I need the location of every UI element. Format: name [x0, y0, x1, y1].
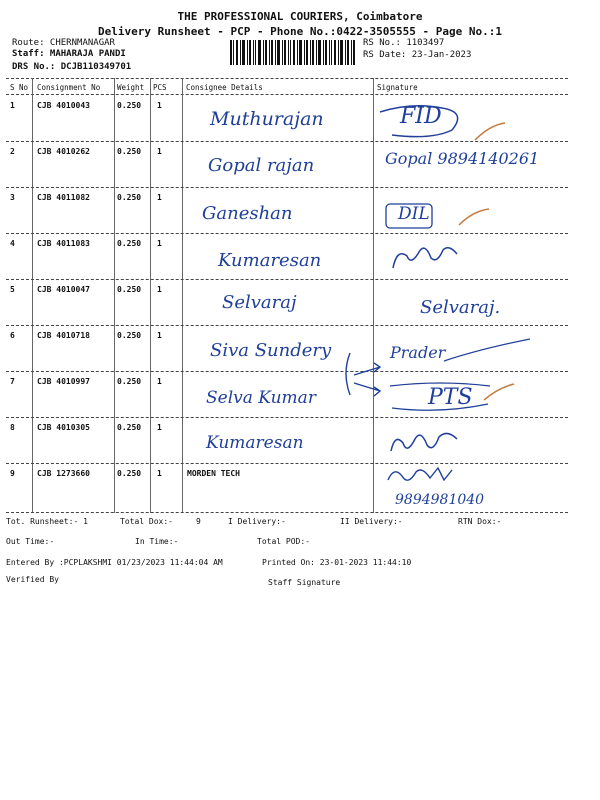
table-bottom-rule: [6, 512, 568, 513]
row-weight: 0.250: [117, 331, 142, 340]
row-sno: 9: [10, 469, 15, 478]
tick-mark: [455, 205, 495, 230]
rs-no-label: RS No.: 1103497: [363, 38, 445, 48]
row-weight: 0.250: [117, 101, 142, 110]
row-consignment-no: CJB 4010997: [37, 377, 90, 386]
row-pcs: 1: [157, 285, 162, 294]
drs-label: DRS No.: DCJB110349701: [12, 62, 132, 72]
row-pcs: 1: [157, 469, 162, 478]
signature-text: DIL: [398, 204, 430, 224]
row-pcs: 1: [157, 331, 162, 340]
row-pcs: 1: [157, 101, 162, 110]
handwritten-consignee: Gopal rajan: [208, 155, 315, 176]
row-divider: [6, 141, 568, 142]
signature-stroke: [380, 200, 440, 232]
row-consignment-no: CJB 4010043: [37, 101, 90, 110]
col-header-consignee: Consignee Details: [186, 83, 263, 92]
signature-scribble: [385, 425, 465, 460]
row-consignment-no: CJB 4010305: [37, 423, 90, 432]
row-weight: 0.250: [117, 239, 142, 248]
signature-text: Prader: [390, 343, 446, 362]
handwritten-consignee: Kumaresan: [218, 250, 322, 271]
total-dox-label: Total Dox:-: [120, 517, 173, 526]
row-pcs: 1: [157, 147, 162, 156]
handwritten-consignee: Selva Kumar: [206, 388, 316, 408]
row-consignee-details: MORDEN TECH: [187, 469, 240, 478]
row-consignment-no: CJB 1273660: [37, 469, 90, 478]
row-sno: 6: [10, 331, 15, 340]
tot-runsheet-label: Tot. Runsheet:- 1: [6, 517, 88, 526]
signature-stroke: [440, 335, 540, 370]
signature-scribble: [382, 462, 472, 492]
row-divider: [6, 279, 568, 280]
signature-text: PTS: [428, 385, 473, 410]
row-divider: [6, 187, 568, 188]
table-header-rule: [6, 94, 568, 95]
barcode-image: [230, 40, 355, 65]
row-sno: 3: [10, 193, 15, 202]
row-pcs: 1: [157, 423, 162, 432]
col-header-sno: S No: [10, 83, 29, 92]
handwritten-consignee: Ganeshan: [202, 203, 293, 224]
row-pcs: 1: [157, 193, 162, 202]
handwritten-consignee: Siva Sundery: [210, 340, 332, 361]
row-weight: 0.250: [117, 469, 142, 478]
row-divider: [6, 325, 568, 326]
row-sno: 5: [10, 285, 15, 294]
column-divider: [150, 78, 151, 513]
signature-text: FID: [400, 104, 442, 129]
signature-text: 9894981040: [395, 492, 485, 508]
ii-delivery-label: II Delivery:-: [340, 517, 403, 526]
signature-text: Gopal 9894140261: [385, 149, 540, 168]
row-weight: 0.250: [117, 285, 142, 294]
in-time-label: In Time:-: [135, 537, 179, 546]
staff-label: Staff: MAHARAJA PANDI: [12, 49, 126, 59]
bracket-arrow-mark: [340, 345, 385, 405]
row-divider: [6, 233, 568, 234]
staff-signature-label: Staff Signature: [268, 578, 341, 587]
rs-date-label: RS Date: 23-Jan-2023: [363, 50, 472, 60]
document-title: THE PROFESSIONAL COURIERS, Coimbatore: [177, 10, 423, 23]
handwritten-consignee: Selvaraj: [222, 292, 297, 313]
out-time-label: Out Time:-: [6, 537, 55, 546]
row-pcs: 1: [157, 377, 162, 386]
tick-mark: [480, 380, 520, 405]
table-top-rule: [6, 78, 568, 79]
row-consignment-no: CJB 4010047: [37, 285, 90, 294]
row-weight: 0.250: [117, 147, 142, 156]
row-divider: [6, 371, 568, 372]
col-header-signature: Signature: [377, 83, 418, 92]
signature-scribble: [385, 238, 465, 278]
total-dox-value: 9: [196, 517, 201, 526]
column-divider: [32, 78, 33, 513]
row-sno: 4: [10, 239, 15, 248]
col-header-pcs: PCS: [153, 83, 167, 92]
row-weight: 0.250: [117, 377, 142, 386]
row-sno: 1: [10, 101, 15, 110]
column-divider: [114, 78, 115, 513]
row-consignment-no: CJB 4010262: [37, 147, 90, 156]
row-consignment-no: CJB 4010718: [37, 331, 90, 340]
i-delivery-label: I Delivery:-: [228, 517, 286, 526]
document-subtitle: Delivery Runsheet - PCP - Phone No.:0422-3505555 - Page No.:1: [98, 25, 502, 38]
route-label: Route: CHERNMANAGAR: [12, 38, 115, 48]
handwritten-consignee: Kumaresan: [206, 433, 304, 453]
total-pod-label: Total POD:-: [257, 537, 310, 546]
printed-on-label: Printed On: 23-01-2023 11:44:10: [262, 558, 412, 567]
rtn-dox-label: RTN Dox:-: [458, 517, 502, 526]
row-weight: 0.250: [117, 423, 142, 432]
row-pcs: 1: [157, 239, 162, 248]
column-divider: [182, 78, 183, 513]
row-weight: 0.250: [117, 193, 142, 202]
col-header-consignment: Consignment No: [37, 83, 101, 92]
handwritten-consignee: Muthurajan: [210, 108, 324, 130]
signature-text: Selvaraj.: [420, 297, 501, 318]
verified-by-label: Verified By: [6, 575, 59, 584]
row-sno: 7: [10, 377, 15, 386]
row-sno: 8: [10, 423, 15, 432]
col-header-weight: Weight: [117, 83, 145, 92]
entered-by-label: Entered By :PCPLAKSHMI 01/23/2023 11:44:04 AM: [6, 558, 223, 567]
row-consignment-no: CJB 4011083: [37, 239, 90, 248]
row-divider: [6, 463, 568, 464]
row-consignment-no: CJB 4011082: [37, 193, 90, 202]
row-sno: 2: [10, 147, 15, 156]
row-divider: [6, 417, 568, 418]
